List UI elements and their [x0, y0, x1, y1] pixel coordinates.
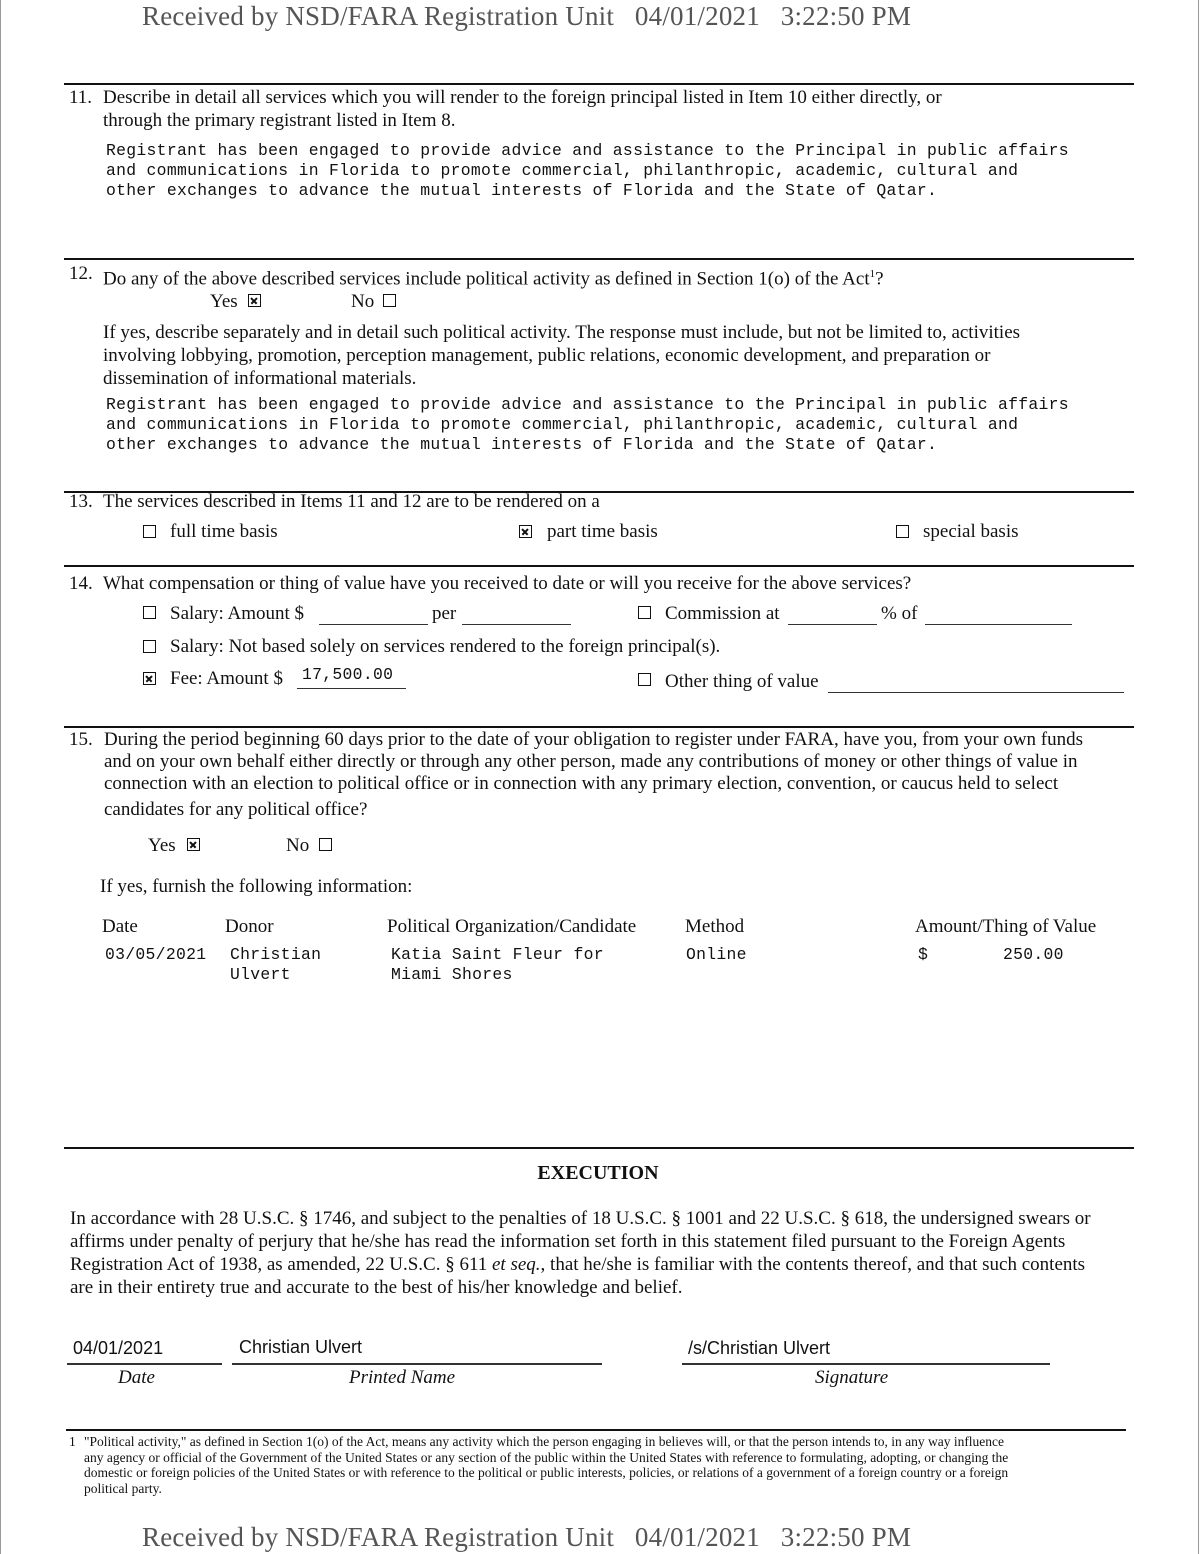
item-12-answer-line1: Registrant has been engaged to provide advice and assistance to the Principal in public affairs — [106, 395, 1069, 414]
col-header-date: Date — [102, 916, 138, 937]
row-amount: 250.00 — [1003, 945, 1064, 964]
signature-value: /s/Christian Ulvert — [688, 1338, 831, 1358]
item-15-rule — [64, 726, 1134, 728]
execution-rule — [64, 1147, 1134, 1149]
item-15-yes-checkbox[interactable] — [187, 838, 200, 851]
item-12-question: Do any of the above described services include political activity as defined in Section 1(o) of the Act$^1$? — [103, 268, 884, 290]
item-11-answer-line3: other exchanges to advance the mutual interests of Florida and the State of Qatar. — [106, 181, 938, 200]
full-time-checkbox[interactable] — [143, 525, 156, 538]
col-header-donor: Donor — [225, 916, 274, 937]
item-15-question-line3: connection with an election to political office or in connection with any primary election, convention, or caucus held to select — [104, 773, 1059, 794]
per-label: per — [432, 603, 457, 624]
execution-date-value: 04/01/2021 — [73, 1338, 164, 1358]
item-13-number: 13. — [69, 491, 93, 512]
item-12-no-checkbox[interactable] — [383, 294, 396, 307]
special-basis-label: special basis — [923, 521, 1019, 542]
item-12-yes-label: Yes — [210, 291, 238, 312]
other-thing-blank[interactable] — [828, 692, 1124, 693]
item-15-question-line1: During the period beginning 60 days prior to the date of your obligation to register under FARA, have you, from your own funds — [104, 729, 1084, 750]
item-11-question-line2: through the primary registrant listed in Item 8. — [103, 110, 456, 131]
item-12-answer-line3: other exchanges to advance the mutual interests of Florida and the State of Qatar. — [106, 435, 938, 454]
row-date: 03/05/2021 — [105, 945, 207, 964]
footnote-line1: "Political activity," as defined in Section 1(o) of the Act, means any activity which the person engaging in believes will, or that the person intends to, in any way influence — [84, 1434, 1005, 1449]
commission-checkbox[interactable] — [638, 606, 651, 619]
printed-name-value: Christian Ulvert — [239, 1337, 363, 1357]
item-11-number: 11. — [69, 87, 93, 108]
row-organization-line2: Miami Shores — [391, 965, 513, 984]
item-12-instructions-line1: If yes, describe separately and in detail such political activity. The response must include, but not be limited to, activities — [103, 322, 1021, 343]
footnote-line3: domestic or foreign policies of the United States or with reference to the political or public interests, policies, or relations of a government of a foreign country or a foreign — [84, 1465, 1009, 1480]
salary-amount-checkbox[interactable] — [143, 606, 156, 619]
col-header-method: Method — [685, 916, 745, 937]
page-edge-right — [1198, 0, 1199, 1554]
row-method: Online — [686, 945, 747, 964]
execution-date-line[interactable] — [67, 1363, 222, 1365]
item-12-rule — [64, 258, 1134, 260]
item-12-instructions-line3: dissemination of informational materials. — [103, 368, 417, 389]
furnish-instruction: If yes, furnish the following information: — [100, 876, 413, 897]
printed-name-label: Printed Name — [349, 1367, 456, 1388]
execution-para-line4: are in their entirety true and accurate to the best of his/her knowledge and belief. — [70, 1277, 683, 1298]
other-thing-checkbox[interactable] — [638, 673, 651, 686]
other-thing-label: Other thing of value — [665, 671, 819, 692]
part-time-checkbox[interactable] — [519, 525, 532, 538]
row-currency: $ — [918, 945, 929, 964]
item-11-answer-line2: and communications in Florida to promote commercial, philanthropic, academic, cultural and — [106, 161, 1019, 180]
received-stamp-bottom: Received by NSD/FARA Registration Unit 04/01/2021 3:22:50 PM — [142, 1522, 912, 1552]
col-header-organization: Political Organization/Candidate — [387, 916, 637, 937]
execution-date-label: Date — [118, 1367, 155, 1388]
footnote-ref: 1 — [869, 268, 876, 280]
item-11-answer-line1: Registrant has been engaged to provide advice and assistance to the Principal in public affairs — [106, 141, 1069, 160]
row-organization-line1: Katia Saint Fleur for — [391, 945, 604, 964]
footnote-line4: political party. — [84, 1480, 162, 1496]
item-12-number: 12. — [69, 263, 93, 284]
item-11-question-line1: Describe in detail all services which you will render to the foreign principal listed in Item 10 either directly, or — [103, 87, 942, 108]
footnote-rule — [66, 1429, 1126, 1431]
special-basis-checkbox[interactable] — [896, 525, 909, 538]
item-15-no-checkbox[interactable] — [319, 838, 332, 851]
fee-label: Fee: Amount $ — [170, 668, 283, 689]
signature-line[interactable] — [682, 1363, 1050, 1365]
commission-label: Commission at — [665, 603, 780, 624]
page-edge-left — [0, 0, 1, 1554]
percent-of-blank[interactable] — [925, 624, 1072, 625]
item-12-no-label: No — [351, 291, 375, 312]
execution-para-line1: In accordance with 28 U.S.C. § 1746, and subject to the penalties of 18 U.S.C. § 1001 and 22 U.S.C. § 618, the undersigned swears or — [70, 1208, 1091, 1229]
signature-label: Signature — [815, 1367, 889, 1388]
execution-title: EXECUTION — [537, 1162, 659, 1184]
salary-not-based-checkbox[interactable] — [143, 640, 156, 653]
item-15-no-label: No — [286, 835, 310, 856]
item-15-question-line4: candidates for any political office? — [104, 799, 368, 820]
item-14-number: 14. — [69, 573, 93, 594]
item-12-answer-line2: and communications in Florida to promote commercial, philanthropic, academic, cultural and — [106, 415, 1019, 434]
item-15-yes-label: Yes — [148, 835, 176, 856]
item-14-question: What compensation or thing of value have you received to date or will you receive for the above services? — [103, 573, 912, 594]
item-11-rule — [64, 83, 1134, 85]
execution-para-line2: affirms under penalty of perjury that he/she has read the information set forth in this statement filed pursuant to the Foreign Agents — [70, 1231, 1066, 1252]
fee-amount-value: 17,500.00 — [302, 665, 394, 684]
item-12-yes-checkbox[interactable] — [248, 294, 261, 307]
printed-name-line[interactable] — [232, 1363, 602, 1365]
fee-checkbox[interactable] — [143, 672, 156, 685]
salary-amount-blank[interactable] — [319, 624, 428, 625]
row-donor-line1: Christian — [230, 945, 322, 964]
full-time-label: full time basis — [170, 521, 278, 542]
row-donor-line2: Ulvert — [230, 965, 291, 984]
received-stamp-top: Received by NSD/FARA Registration Unit 04/01/2021 3:22:50 PM — [142, 1, 912, 31]
salary-not-based-label: Salary: Not based solely on services rendered to the foreign principal(s). — [170, 636, 721, 657]
item-12-instructions-line2: involving lobbying, promotion, perception management, public relations, economic development, and preparation or — [103, 345, 991, 366]
col-header-amount: Amount/Thing of Value — [915, 916, 1097, 937]
percent-of-label: % of — [881, 603, 918, 624]
commission-blank[interactable] — [788, 624, 877, 625]
per-blank[interactable] — [462, 624, 571, 625]
item-15-number: 15. — [69, 729, 93, 750]
salary-amount-label: Salary: Amount $ — [170, 603, 305, 624]
footnote-line2: any agency or official of the Government of the United States or any section of the public within the United States with reference to formulating, adopting, or changing the — [84, 1449, 1009, 1465]
footnote-number: 1 — [69, 1434, 76, 1449]
part-time-label: part time basis — [547, 521, 658, 542]
item-14-rule — [64, 565, 1134, 567]
execution-para-line3: Registration Act of 1938, as amended, 22 U.S.C. § 611 et seq., that he/she is familiar with the contents thereof, and that such contents — [70, 1254, 1086, 1275]
fee-amount-blank[interactable] — [297, 688, 406, 689]
item-13-question: The services described in Items 11 and 12 are to be rendered on a — [103, 491, 600, 512]
item-15-question-line2: and on your own behalf either directly or through any other person, made any contributions of money or other things of value in — [104, 751, 1078, 772]
